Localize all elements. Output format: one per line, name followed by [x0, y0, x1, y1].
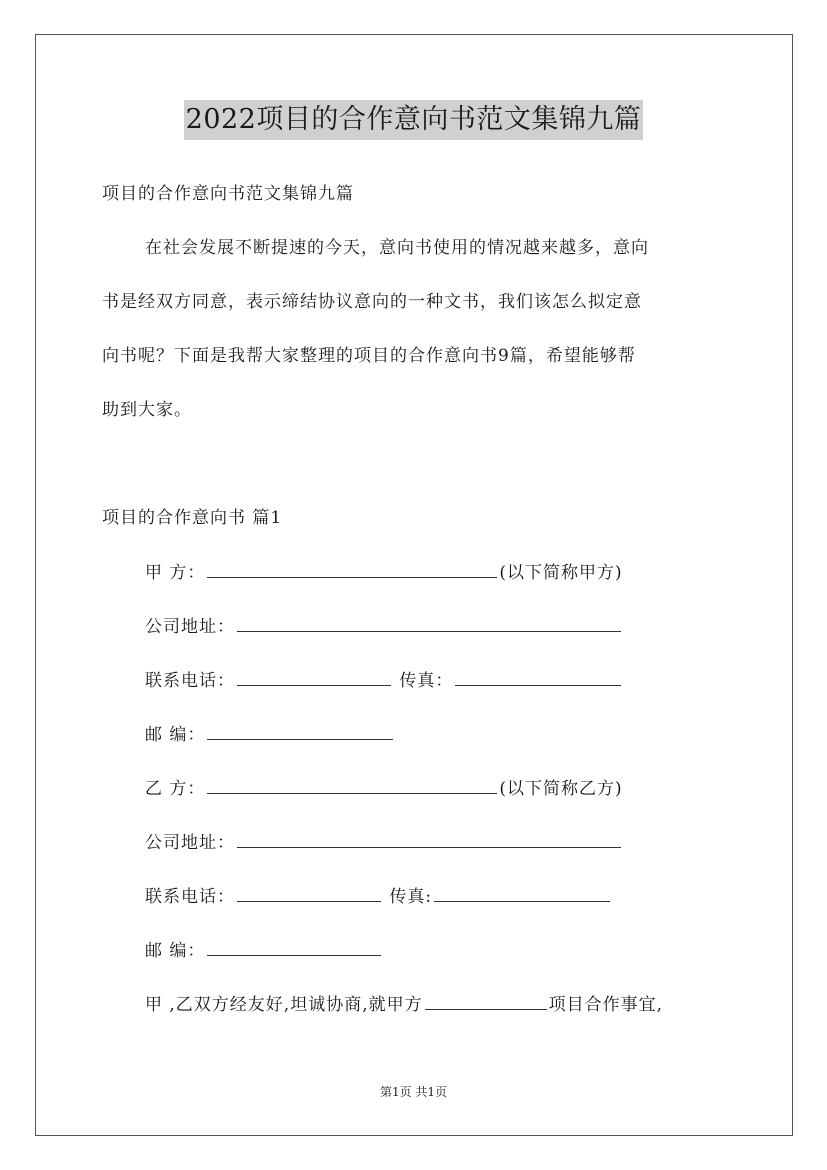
party-b-fax-label: 传真:	[389, 887, 433, 907]
party-b-address-blank	[237, 830, 621, 848]
intro-line-2: 书是经双方同意，表示缔结协议意向的一种文书，我们该怎么拟定意	[102, 292, 642, 312]
party-a-phone-label: 联系电话：	[145, 671, 235, 691]
party-a-fax-label: 传真：	[399, 671, 454, 691]
intro-line-3: 向书呢？下面是我帮大家整理的项目的合作意向书9篇，希望能够帮	[102, 346, 636, 366]
title-block	[0, 100, 827, 140]
party-b-row	[145, 776, 623, 801]
party-a-phone-blank	[237, 668, 391, 686]
party-b-zip-row	[145, 938, 383, 963]
intro-line-1: 在社会发展不断提速的今天，意向书使用的情况越来越多，意向	[145, 238, 649, 258]
closing-end: 项目合作事宜,	[548, 995, 664, 1015]
party-b-fax-blank	[434, 884, 610, 902]
party-a-row	[145, 560, 623, 585]
party-a-blank	[207, 560, 497, 578]
page-footer: 第1页 共1页	[379, 1085, 448, 1099]
party-a-zip-label: 邮 编：	[145, 725, 206, 745]
closing-blank	[425, 992, 547, 1010]
party-b-phone-blank	[237, 884, 381, 902]
document-title: 2022项目的合作意向书范文集锦九篇	[184, 100, 644, 140]
party-b-address-row	[145, 830, 623, 855]
party-b-label: 乙 方：	[145, 779, 206, 799]
party-a-address-blank	[237, 614, 621, 632]
party-b-zip-label: 邮 编：	[145, 941, 206, 961]
party-b-blank	[207, 776, 497, 794]
intro-line-4: 助到大家。	[102, 400, 192, 420]
party-a-zip-row	[145, 722, 395, 747]
party-a-zip-blank	[207, 722, 393, 740]
party-a-suffix: (以下简称甲方)	[499, 563, 623, 583]
party-b-suffix: (以下简称乙方)	[499, 779, 623, 799]
closing-start: 甲 ,乙双方经友好,坦诚协商,就甲方	[145, 995, 423, 1015]
party-a-fax-blank	[455, 668, 621, 686]
party-b-zip-blank	[207, 938, 381, 956]
party-b-address-label: 公司地址：	[145, 833, 235, 853]
party-a-label: 甲 方：	[145, 563, 206, 583]
party-a-address-label: 公司地址：	[145, 617, 235, 637]
document-subtitle: 项目的合作意向书范文集锦九篇	[102, 184, 354, 204]
party-b-phone-label: 联系电话：	[145, 887, 235, 907]
party-b-phone-row	[145, 884, 612, 909]
party-a-phone-row	[145, 668, 623, 693]
party-a-address-row	[145, 614, 623, 639]
section-heading: 项目的合作意向书 篇1	[102, 508, 283, 528]
closing-row	[145, 992, 663, 1017]
